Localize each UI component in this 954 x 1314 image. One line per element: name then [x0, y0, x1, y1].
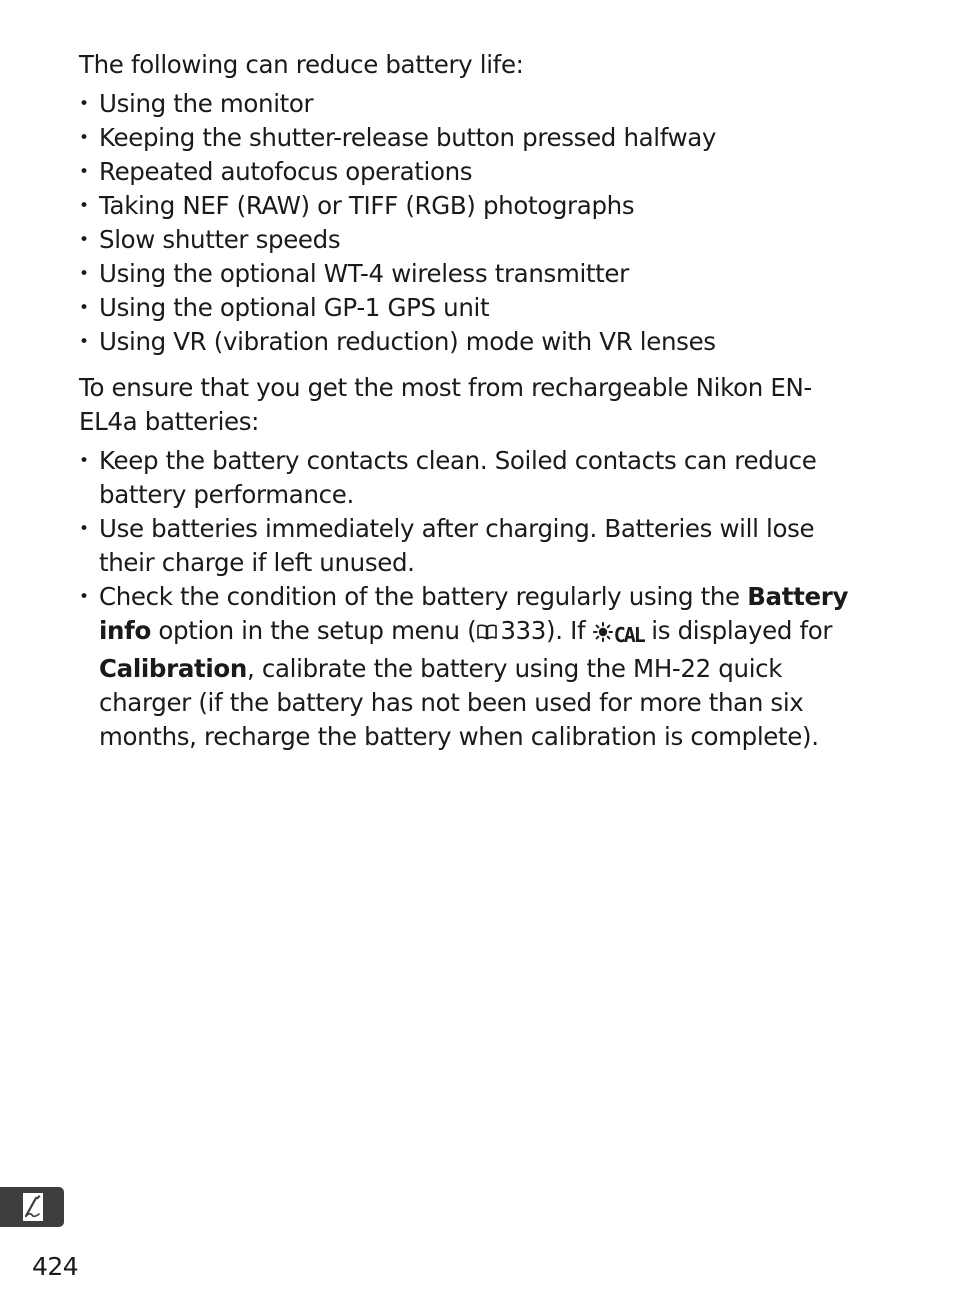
battery-tips-list: [79, 444, 869, 754]
list-item: • Using the optional GP-1 GPS unit: [79, 291, 869, 325]
section-tab: [0, 1187, 64, 1227]
list-item: • Slow shutter speeds: [79, 223, 869, 257]
tip-calibration: [79, 580, 869, 754]
list-item: • Using VR (vibration reduction) mode with VR lenses: [79, 325, 869, 359]
page-content: [79, 48, 869, 754]
calibration-term: Calibration: [99, 654, 247, 683]
tip-charging: • Use batteries immediately after charging. Batteries will lose their charge if left unused.: [79, 512, 869, 580]
tip-text: ). If: [546, 616, 593, 645]
list-item: • Using the optional WT-4 wireless transmitter: [79, 257, 869, 291]
list-item: • Using the monitor: [79, 87, 869, 121]
book-reference-icon: [476, 616, 498, 650]
tip-text: , calibrate the battery using the MH-22 quick charger (if the battery has not been used for more than six months, recharge the battery when calibration is complete).: [99, 654, 819, 751]
page-reference: 333: [500, 616, 547, 645]
tip-text: is displayed for: [643, 616, 833, 645]
battery-life-factor-list: [79, 87, 869, 359]
battery-calibration-icon: [593, 617, 644, 652]
list-item: • Repeated autofocus operations: [79, 155, 869, 189]
page-number: 424: [32, 1252, 79, 1281]
calibration-label: CAL: [613, 623, 644, 647]
intro-text: The following can reduce battery life:: [79, 50, 524, 79]
list-item: • Keeping the shutter-release button pressed halfway: [79, 121, 869, 155]
ensure-text: To ensure that you get the most from rechargeable Nikon EN-EL4a batteries:: [79, 373, 812, 436]
tip-text: Check the condition of the battery regularly using the: [99, 582, 748, 611]
tip-contacts: • Keep the battery contacts clean. Soiled contacts can reduce battery performance.: [79, 444, 869, 512]
list-item: • Taking NEF (RAW) or TIFF (RGB) photographs: [79, 189, 869, 223]
technical-notes-tab-icon: [22, 1192, 44, 1222]
tip-text: option in the setup menu (: [150, 616, 477, 645]
battery-info-term: Battery info: [99, 582, 849, 645]
